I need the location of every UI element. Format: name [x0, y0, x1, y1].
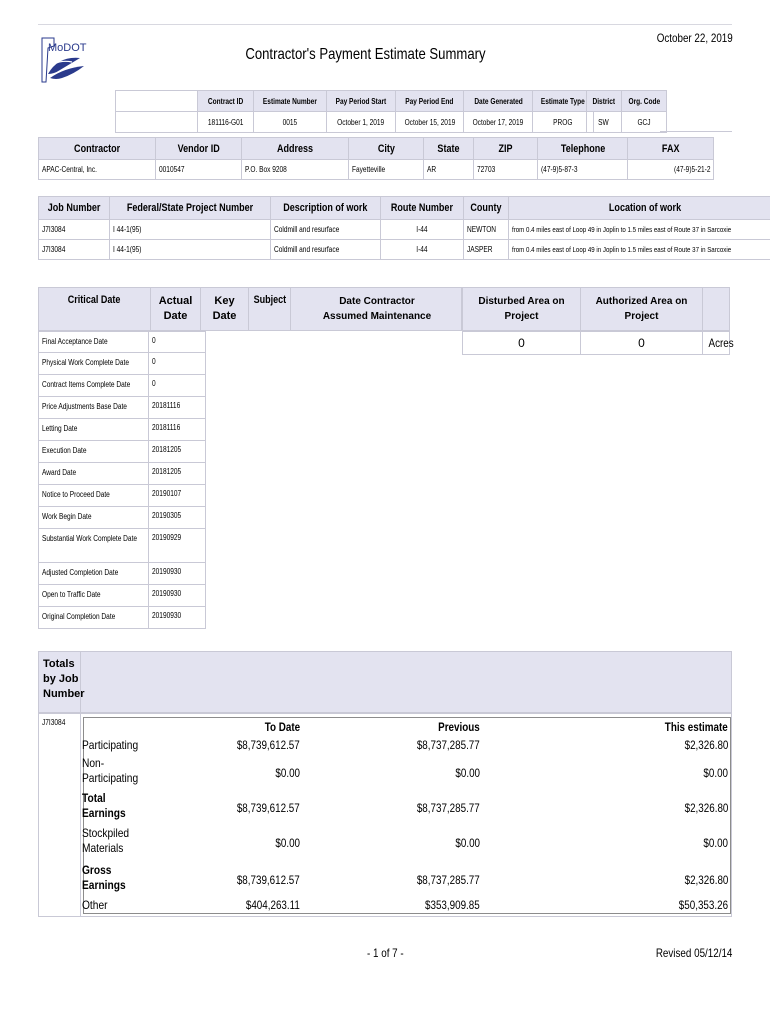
critical-date-value: 0: [152, 336, 156, 345]
totals-value: $2,326.80: [684, 738, 728, 752]
table-row: J7I3084 I 44-1(95) Coldmill and resurface I-44 NEWTON from 0.4 miles east of Loop 49 in Joplin to 1.5 miles east of Route 37 in Sarcoxie: [39, 220, 770, 240]
critical-date-label: Final Acceptance Date: [39, 332, 149, 352]
totals-value: $50,353.26: [678, 898, 728, 912]
page-title: Contractor's Payment Estimate Summary: [244, 46, 486, 63]
critical-date-value: 0: [152, 379, 156, 388]
totals-row-label: Other: [82, 898, 108, 912]
critical-date-label: Notice to Proceed Date: [39, 485, 149, 506]
totals-value: $0.00: [703, 766, 728, 780]
critical-date-value: 20190930: [152, 567, 182, 576]
totals-value: $2,326.80: [684, 873, 728, 887]
revised-date: Revised 05/12/14: [655, 946, 732, 960]
critical-date-row: [38, 607, 206, 629]
critical-date-row: [38, 529, 206, 563]
critical-date-label: Award Date: [39, 463, 149, 484]
critical-date-row: [38, 375, 206, 397]
totals-value: $0.00: [703, 836, 728, 850]
page-number: - 1 of 7 -: [366, 946, 404, 960]
table-row: J7I3084 I 44-1(95) Coldmill and resurface I-44 JASPER from 0.4 miles east of Loop 49 in Joplin to 1.5 miles east of Route 37 in Sarcoxie: [39, 240, 770, 260]
totals-value: $0.00: [275, 836, 300, 850]
totals-value: $404,263.11: [246, 898, 300, 912]
totals-value: $8,737,285.77: [417, 873, 480, 887]
area-values: 0 0 Acres: [462, 331, 730, 355]
critical-date-label: Open to Traffic Date: [39, 585, 149, 606]
totals-row: [82, 791, 730, 825]
totals-value: $8,739,612.57: [237, 801, 300, 815]
critical-date-value: 20181205: [152, 467, 182, 476]
critical-date-row: [38, 585, 206, 607]
critical-date-value: 20190929: [152, 533, 182, 542]
critical-date-label: Price Adjustments Base Date: [39, 397, 149, 418]
critical-date-row: [38, 441, 206, 463]
critical-date-label: Adjusted Completion Date: [39, 563, 149, 584]
critical-date-label: Work Begin Date: [39, 507, 149, 528]
critical-date-row: [38, 485, 206, 507]
critical-date-row: [38, 331, 206, 353]
critical-date-label: Letting Date: [39, 419, 149, 440]
critical-date-value: 20181116: [152, 423, 181, 432]
critical-date-value: 20190305: [152, 511, 182, 520]
critical-date-row: [38, 563, 206, 585]
jobs-table: Job Number Federal/State Project Number Description of work Route Number County Location of work J7I3084 I 44-1(95) Coldmill and resurface I-44 NEWTON from 0.4 miles east of Loop 49 in Joplin to 1.5 miles east of Route 37 in Sarcoxie J7I3084 I 44-1(95) Coldmill and resurface I-44 JASPER from 0.4 miles east of Loop 49 in Joplin to 1.5 miles east of Route 37 in Sarcoxie: [38, 196, 770, 260]
critical-date-row: [38, 419, 206, 441]
critical-header: Critical Date Actual Date Key Date Subject Date Contractor Assumed Maintenance: [38, 287, 462, 331]
critical-date-value: 0: [152, 357, 156, 366]
totals-row: [82, 738, 730, 754]
critical-date-value: 20190107: [152, 489, 182, 498]
critical-date-value: 20190930: [152, 611, 182, 620]
divider: [660, 131, 732, 132]
contract-table: Contract ID Estimate Number Pay Period Start Pay Period End Date Generated Estimate Type 181116-G01 0015 October 1, 2019 October 15, 2019 October 17, 2019 PROG: [115, 90, 594, 133]
critical-date-value: 20181205: [152, 445, 182, 454]
district-table: District Org. Code SW GCJ: [586, 90, 667, 133]
totals-row-label: Gross Earnings: [82, 863, 126, 892]
critical-date-label: Execution Date: [39, 441, 149, 462]
totals-body: J7I3084: [38, 713, 732, 917]
totals-value: $0.00: [455, 836, 480, 850]
critical-date-label: Physical Work Complete Date: [39, 353, 149, 374]
critical-date-label: Contract Items Complete Date: [39, 375, 149, 396]
report-date: October 22, 2019: [656, 31, 733, 45]
totals-value: $8,737,285.77: [417, 738, 480, 752]
totals-value: $8,739,612.57: [237, 873, 300, 887]
critical-date-value: 20181116: [152, 401, 181, 410]
critical-date-row: [38, 463, 206, 485]
modot-logo: [40, 34, 90, 86]
totals-row: [82, 863, 730, 897]
totals-value: $0.00: [275, 766, 300, 780]
critical-date-row: [38, 507, 206, 529]
totals-value: $353,909.85: [425, 898, 480, 912]
totals-row-label: Participating: [82, 738, 139, 752]
totals-value: $2,326.80: [684, 801, 728, 815]
critical-date-row: [38, 353, 206, 375]
totals-row: [82, 756, 730, 790]
totals-row: [82, 826, 730, 860]
contractor-table: Contractor Vendor ID Address City State ZIP Telephone FAX APAC-Central, Inc. 0010547 P.O. Box 9208 Fayetteville AR 72703 (47-9)5-87-3 (47-9)5-21-2: [38, 137, 714, 180]
totals-value: $8,739,612.57: [237, 738, 300, 752]
totals-value: $8,737,285.77: [417, 801, 480, 815]
area-header: Disturbed Area on Project Authorized Area on Project: [462, 287, 730, 331]
totals-value: $0.00: [455, 766, 480, 780]
critical-date-row: [38, 397, 206, 419]
top-rule: [38, 24, 732, 25]
totals-row-label: Stockpiled Materials: [82, 826, 130, 855]
critical-date-value: 20190930: [152, 589, 182, 598]
totals-row: [82, 898, 730, 914]
critical-date-label: Substantial Work Complete Date: [39, 529, 149, 562]
critical-date-label: Original Completion Date: [39, 607, 149, 628]
logo-text: MoDOT: [48, 42, 87, 54]
totals-header: Totals by Job Number: [38, 651, 732, 713]
totals-row-label: Non-Participating: [82, 756, 139, 785]
totals-row-label: Total Earnings: [82, 791, 126, 820]
